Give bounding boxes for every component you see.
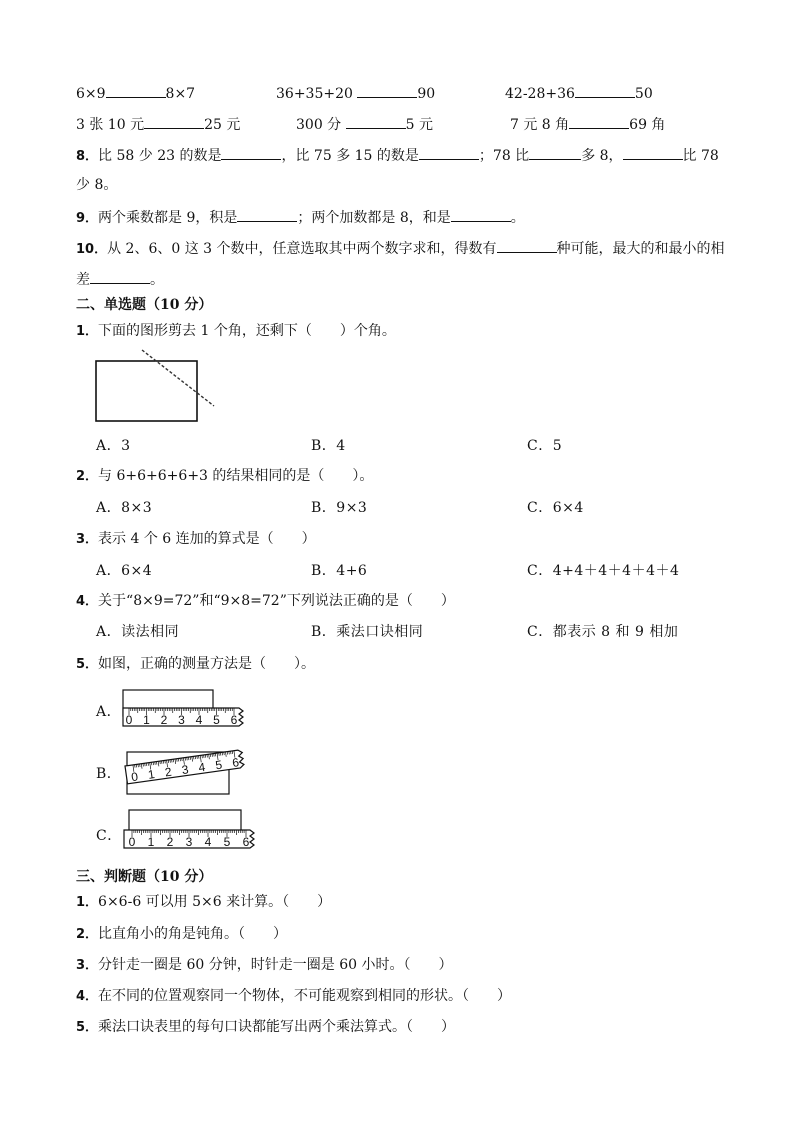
ruler-tick-label: 3 — [185, 835, 193, 849]
tf-question-3 — [76, 956, 452, 975]
question-text: 种可能，最大的和最小的相 — [556, 241, 725, 257]
compare-item — [510, 114, 665, 134]
option-b[interactable]: B．乘法口诀相同 — [311, 624, 424, 640]
question-text: 在不同的位置观察同一个物体，不可能观察到相同的形状。（ ） — [98, 988, 512, 1004]
ruler-tick-label: 1 — [147, 767, 156, 782]
compare-right: 25 元 — [204, 117, 241, 133]
answer-blank[interactable] — [106, 83, 166, 98]
ruler-tick-label: 0 — [130, 769, 139, 785]
answer-blank[interactable] — [497, 238, 557, 253]
compare-item — [505, 83, 653, 103]
question-text: 比直角小的角是钝角。（ ） — [98, 926, 288, 942]
question-number: 10． — [76, 242, 108, 257]
ruler-tick-label: 4 — [195, 713, 203, 727]
ruler-figure-a — [121, 690, 245, 734]
compare-right: 8×7 — [165, 86, 196, 102]
question-10-line2 — [76, 269, 164, 289]
answer-blank[interactable] — [90, 269, 150, 284]
mc-question-5 — [76, 655, 315, 674]
question-number: 1． — [76, 324, 99, 339]
answer-blank[interactable] — [144, 114, 204, 129]
option-c[interactable]: C．6×4 — [527, 500, 584, 516]
question-text: 分针走一圈是 60 分钟，时针走一圈是 60 小时。（ ） — [98, 957, 453, 973]
rectangle-cut-figure — [94, 350, 218, 410]
question-number: 5． — [76, 1020, 99, 1035]
question-text: 差 — [76, 272, 90, 288]
ruler-tick-label: 0 — [128, 835, 136, 849]
question-number: 3． — [76, 958, 99, 973]
option-a[interactable]: A．3 — [96, 438, 131, 454]
section-title: 二、单选题（10 分） — [76, 297, 213, 313]
question-text: 少 8。 — [76, 177, 118, 193]
option-b[interactable]: B．9×3 — [311, 500, 368, 516]
ruler-tick-label: 5 — [223, 835, 231, 849]
question-text: 从 2、6、0 这 3 个数中，任意选取其中两个数字求和，得数有 — [107, 241, 497, 257]
question-9 — [76, 207, 525, 228]
ruler-figure-c — [121, 808, 257, 856]
ruler — [124, 830, 254, 849]
compare-item — [296, 114, 433, 134]
question-8 — [76, 145, 719, 166]
answer-blank[interactable] — [569, 114, 629, 129]
compare-right: 69 角 — [629, 117, 666, 133]
question-text: 关于“8×9=72”和“9×8=72”下列说法正确的是（ ） — [98, 593, 455, 609]
compare-left: 300 分 — [296, 117, 342, 133]
answer-blank[interactable] — [623, 145, 683, 160]
question-text: 下面的图形剪去 1 个角，还剩下（ ）个角。 — [98, 323, 396, 339]
question-text: 比 58 少 23 的数是 — [98, 148, 222, 164]
ruler-figure-b — [121, 748, 245, 796]
question-text: 。 — [510, 210, 525, 226]
rectangle-shape — [96, 361, 197, 421]
compare-item — [276, 83, 435, 103]
answer-blank[interactable] — [451, 207, 511, 222]
option-a[interactable]: A．6×4 — [96, 563, 153, 579]
mc-question-4 — [76, 592, 455, 611]
answer-blank[interactable] — [419, 145, 479, 160]
question-text: 比 78 — [682, 148, 719, 164]
ruler-tick-label: 6 — [230, 713, 238, 727]
question-number: 1． — [76, 895, 99, 910]
option-a[interactable]: A．读法相同 — [96, 624, 180, 640]
question-text: ；两个加数都是 8，和是 — [297, 210, 451, 226]
mc-question-2 — [76, 467, 373, 486]
compare-item — [76, 83, 195, 103]
measured-object — [129, 810, 241, 832]
compare-left: 3 张 10 元 — [76, 117, 145, 133]
section-title: 三、判断题（10 分） — [76, 869, 213, 885]
question-number: 3． — [76, 532, 99, 547]
option-a[interactable]: A． — [96, 704, 122, 720]
ruler-tick-label: 2 — [160, 713, 168, 727]
option-b[interactable]: B．4 — [311, 438, 346, 454]
compare-right: 5 元 — [405, 117, 433, 133]
question-text: ；78 比 — [478, 148, 530, 164]
option-a[interactable]: A．8×3 — [96, 500, 153, 516]
ruler-tick-label: 1 — [147, 835, 155, 849]
question-number: 5． — [76, 657, 99, 672]
question-10 — [76, 238, 725, 259]
option-b[interactable]: B． — [96, 766, 122, 782]
compare-right: 90 — [417, 86, 436, 102]
question-number: 4． — [76, 989, 99, 1004]
answer-blank[interactable] — [529, 145, 581, 160]
question-text: 表示 4 个 6 连加的算式是（ ） — [98, 531, 316, 547]
question-text: 6×6-6 可以用 5×6 来计算。（ ） — [98, 894, 332, 910]
ruler-tick-label: 5 — [214, 757, 224, 773]
question-text: 。 — [150, 272, 164, 288]
question-text: 两个乘数都是 9，积是 — [98, 210, 238, 226]
question-number: 2． — [76, 927, 99, 942]
mc-question-3 — [76, 530, 316, 549]
tf-question-4 — [76, 987, 511, 1006]
ruler-tick-label: 2 — [163, 764, 173, 780]
tf-question-5 — [76, 1018, 455, 1037]
compare-right: 50 — [634, 86, 653, 102]
answer-blank[interactable] — [221, 145, 281, 160]
option-c[interactable]: C．都表示 8 和 9 相加 — [527, 624, 679, 640]
ruler-tick-label: 2 — [166, 835, 174, 849]
option-c[interactable]: C．5 — [527, 438, 563, 454]
ruler-tick-label: 3 — [178, 713, 185, 727]
cut-line — [142, 350, 214, 406]
compare-left: 36+35+20 — [276, 86, 353, 102]
ruler-tick-label: 4 — [204, 835, 212, 849]
question-text: 乘法口诀表里的每句口诀都能写出两个乘法算式。（ ） — [98, 1019, 456, 1035]
ruler-tick-label: 0 — [125, 713, 133, 727]
question-text: 如图，正确的测量方法是（ ）。 — [98, 656, 316, 672]
compare-item — [76, 114, 240, 134]
ruler-tick-label: 1 — [143, 713, 150, 727]
option-c[interactable]: C． — [96, 828, 122, 844]
answer-blank[interactable] — [357, 83, 417, 98]
question-number: 9． — [76, 211, 99, 226]
compare-left: 42-28+36 — [505, 86, 575, 102]
question-8-line2 — [76, 176, 117, 194]
ruler — [123, 708, 243, 727]
ruler-tick-label: 4 — [197, 759, 207, 775]
mc-question-1 — [76, 322, 396, 341]
ruler-tick-label: 5 — [213, 713, 220, 727]
compare-left: 6×9 — [76, 86, 106, 102]
answer-blank[interactable] — [575, 83, 635, 98]
question-text: 多 8， — [581, 148, 623, 164]
ruler-tick-label: 6 — [242, 835, 250, 849]
question-text: ，比 75 多 15 的数是 — [281, 148, 419, 164]
answer-blank[interactable] — [237, 207, 297, 222]
option-c[interactable]: C．4+4＋4＋4＋4＋4 — [527, 563, 680, 579]
answer-blank[interactable] — [346, 114, 406, 129]
question-text: 与 6+6+6+6+3 的结果相同的是（ ）。 — [98, 468, 374, 484]
option-b[interactable]: B．4+6 — [311, 563, 368, 579]
question-number: 8． — [76, 149, 99, 164]
ruler-tick-label: 6 — [231, 755, 240, 770]
question-number: 4． — [76, 594, 99, 609]
compare-left: 7 元 8 角 — [510, 117, 570, 133]
tf-question-1 — [76, 893, 331, 912]
ruler-tick-label: 3 — [180, 762, 190, 778]
tf-question-2 — [76, 925, 287, 944]
question-number: 2． — [76, 469, 99, 484]
